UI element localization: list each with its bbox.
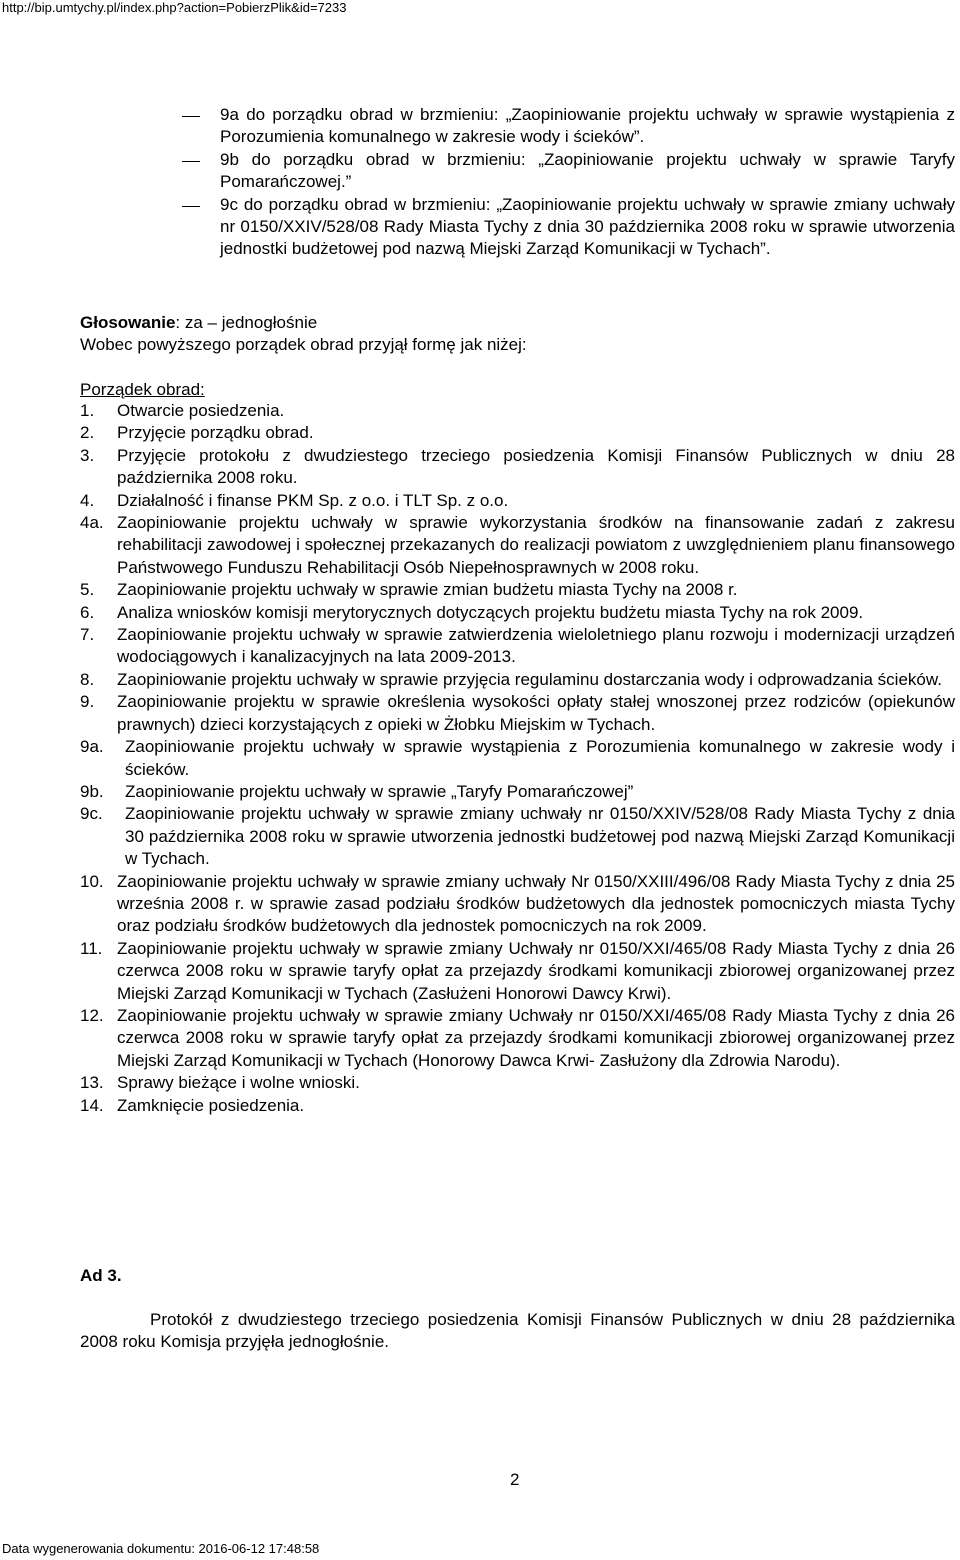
- vote-section: [80, 312, 955, 357]
- dash-bullet-icon: [182, 116, 200, 117]
- agenda-item-text: Działalność i finanse PKM Sp. z o.o. i TLT Sp. z o.o.: [117, 490, 509, 510]
- agenda-item: [80, 445, 955, 490]
- section-paragraph: Protokół z dwudziestego trzeciego posiedzenia Komisji Finansów Publicznych w dniu 28 października 2008 roku Komisja przyjęła jednogłośnie.: [80, 1310, 955, 1352]
- agenda-item-number: 9b.: [80, 781, 104, 801]
- agenda-item-text: Zaopiniowanie projektu uchwały w sprawie zmiany Uchwały nr 0150/XXI/465/08 Rady Miasta Tychy z dnia 26 czerwca 2008 roku w sprawie taryfy opłat za przejazdy środkami komunikacji zbiorowej organizowanej przez Miejski Zarząd Komunikacji w Tychach (Honorowy Dawca Krwi- Zasłużony dla Zdrowia Narodu).: [117, 1005, 955, 1070]
- agenda-item: [80, 669, 955, 691]
- agenda-item-text: Analiza wniosków komisji merytorycznych dotyczących projektu budżetu miasta Tychy na rok 2009.: [117, 602, 864, 622]
- agenda-item: [80, 400, 955, 422]
- agenda-item: [80, 736, 955, 781]
- agenda-item-number: 12.: [80, 1005, 104, 1025]
- section-heading: Ad 3.: [80, 1266, 122, 1285]
- agenda-item-number: 1.: [80, 401, 95, 420]
- vote-line: [80, 312, 955, 334]
- list-item-text: 9b do porządku obrad w brzmieniu: „Zaopiniowanie projektu uchwały w sprawie Taryfy Pomarańczowej.”: [220, 149, 955, 192]
- list-item: [182, 149, 955, 194]
- agenda-item-text: Przyjęcie protokołu z dwudziestego trzeciego posiedzenia Komisji Finansów Publicznych w dniu 28 października 2008 roku.: [117, 445, 955, 488]
- vote-label: Głosowanie: [80, 313, 176, 332]
- agenda-item: [80, 781, 955, 803]
- agenda-item-number: 6.: [80, 602, 95, 622]
- agenda-item-number: 9.: [80, 692, 95, 712]
- agenda-item-number: 5.: [80, 580, 95, 600]
- agenda-item: [80, 490, 955, 512]
- agenda-item: [80, 938, 955, 1005]
- agenda-item: [80, 871, 955, 938]
- agenda-item-number: 11.: [80, 938, 103, 958]
- agenda-item-number: 9c.: [80, 804, 103, 824]
- generation-timestamp: Data wygenerowania dokumentu: 2016-06-12 17:48:58: [2, 1541, 320, 1556]
- list-item-text: 9c do porządku obrad w brzmieniu: „Zaopiniowanie projektu uchwały w sprawie zmiany uchwały nr 0150/XXIV/528/08 Rady Miasta Tychy z dnia 30 października 2008 roku w sprawie utworzenia jednostki budżetowej pod nazwą Miejski Zarząd Komunikacji w Tychach”.: [220, 194, 955, 259]
- agenda-item: [80, 602, 955, 624]
- agenda-item-number: 8.: [80, 669, 95, 689]
- agenda-item-number: 14.: [80, 1095, 104, 1115]
- added-agenda-items-list: [182, 104, 955, 261]
- list-item-text: 9a do porządku obrad w brzmieniu: „Zaopiniowanie projektu uchwały w sprawie wystąpienia z Porozumienia komunalnego w zakresie wody i ścieków”.: [220, 105, 955, 147]
- agenda-item-text: Zaopiniowanie projektu w sprawie określenia wysokości opłaty stałej wnoszonej przez rodziców (opiekunów prawnych) dzieci korzystających z opieki w Żłobku Miejskim w Tychach.: [117, 692, 955, 734]
- agenda-item: [80, 1095, 955, 1117]
- dash-bullet-icon: [182, 206, 200, 207]
- agenda-title: Porządek obrad:: [80, 380, 205, 399]
- agenda-item-text: Sprawy bieżące i wolne wnioski.: [117, 1073, 360, 1093]
- agenda-item-text: Zaopiniowanie projektu uchwały w sprawie wykorzystania środków na finansowanie zadań z zakresu rehabilitacji zawodowej i społecznej przekazanych do realizacji powiatom z uwzględnieniem planu finansowego Państwowego Funduszu Rehabilitacji Osób Niepełnosprawnych w 2008 roku.: [117, 513, 955, 577]
- page-number: 2: [510, 1470, 520, 1489]
- agenda-item: [80, 512, 955, 579]
- source-url: http://bip.umtychy.pl/index.php?action=PobierzPlik&id=7233: [2, 0, 347, 15]
- agenda-item: [80, 579, 955, 601]
- agenda-item-text: Zaopiniowanie projektu uchwały w sprawie zmiany Uchwały nr 0150/XXI/465/08 Rady Miasta Tychy z dnia 26 czerwca 2008 roku w sprawie taryfy opłat za przejazdy środkami komunikacji zbiorowej organizowanej przez Miejski Zarząd Komunikacji w Tychach (Zasłużeni Honorowi Dawcy Krwi).: [117, 938, 955, 1003]
- agenda-item: [80, 1005, 955, 1072]
- list-item: [182, 194, 955, 261]
- agenda-item-number: 9a.: [80, 737, 104, 757]
- agenda-item: [80, 803, 955, 870]
- vote-result: : za – jednogłośnie: [175, 313, 318, 332]
- agenda-item-number: 7.: [80, 625, 95, 645]
- agenda-item-number: 2.: [80, 423, 95, 443]
- agenda-item-number: 4.: [80, 490, 95, 510]
- dash-bullet-icon: [182, 161, 200, 162]
- agenda-item-text: Zaopiniowanie projektu uchwały w sprawie zmian budżetu miasta Tychy na 2008 r.: [117, 580, 738, 600]
- agenda-item-number: 4a.: [80, 513, 104, 533]
- vote-note: Wobec powyższego porządek obrad przyjął formę jak niżej:: [80, 335, 527, 355]
- agenda-item-text: Zaopiniowanie projektu uchwały w sprawie zmiany uchwały nr 0150/XXIV/528/08 Rady Miasta Tychy z dnia 30 października 2008 roku w sprawie utworzenia jednostki budżetowej pod nazwą Miejski Zarząd Komunikacji w Tychach.: [125, 804, 955, 869]
- agenda-item-text: Zaopiniowanie projektu uchwały w sprawie zatwierdzenia wieloletniego planu rozwoju i modernizacji urządzeń wodociągowych i kanalizacyjnych na lata 2009-2013.: [117, 625, 955, 667]
- agenda-item-text: Otwarcie posiedzenia.: [117, 401, 285, 420]
- agenda-item-number: 10.: [80, 871, 104, 891]
- agenda-item-text: Zaopiniowanie projektu uchwały w sprawie zmiany uchwały Nr 0150/XXIII/496/08 Rady Miasta Tychy z dnia 25 września 2008 r. w sprawie zasad podziału środków budżetowych dla jednostek pomocniczych miasta Tychy oraz podziału środków budżetowych dla jednostek pomocniczych na rok 2009.: [117, 871, 955, 936]
- agenda-item-text: Przyjęcie porządku obrad.: [117, 423, 314, 443]
- agenda-item: [80, 422, 955, 444]
- agenda-list: [80, 400, 955, 1117]
- agenda-item: [80, 624, 955, 669]
- agenda-item-text: Zaopiniowanie projektu uchwały w sprawie wystąpienia z Porozumienia komunalnego w zakresie wody i ścieków.: [125, 737, 955, 779]
- agenda-item-text: Zamknięcie posiedzenia.: [117, 1095, 305, 1115]
- agenda-item: [80, 1072, 955, 1094]
- list-item: [182, 104, 955, 149]
- agenda-item-number: 13.: [80, 1073, 104, 1093]
- agenda-item-number: 3.: [80, 445, 95, 465]
- agenda-item: [80, 691, 955, 736]
- agenda-item-text: Zaopiniowanie projektu uchwały w sprawie przyjęcia regulaminu dostarczania wody i odprowadzania ścieków.: [117, 669, 942, 689]
- agenda-item-text: Zaopiniowanie projektu uchwały w sprawie „Taryfy Pomarańczowej”: [125, 781, 634, 801]
